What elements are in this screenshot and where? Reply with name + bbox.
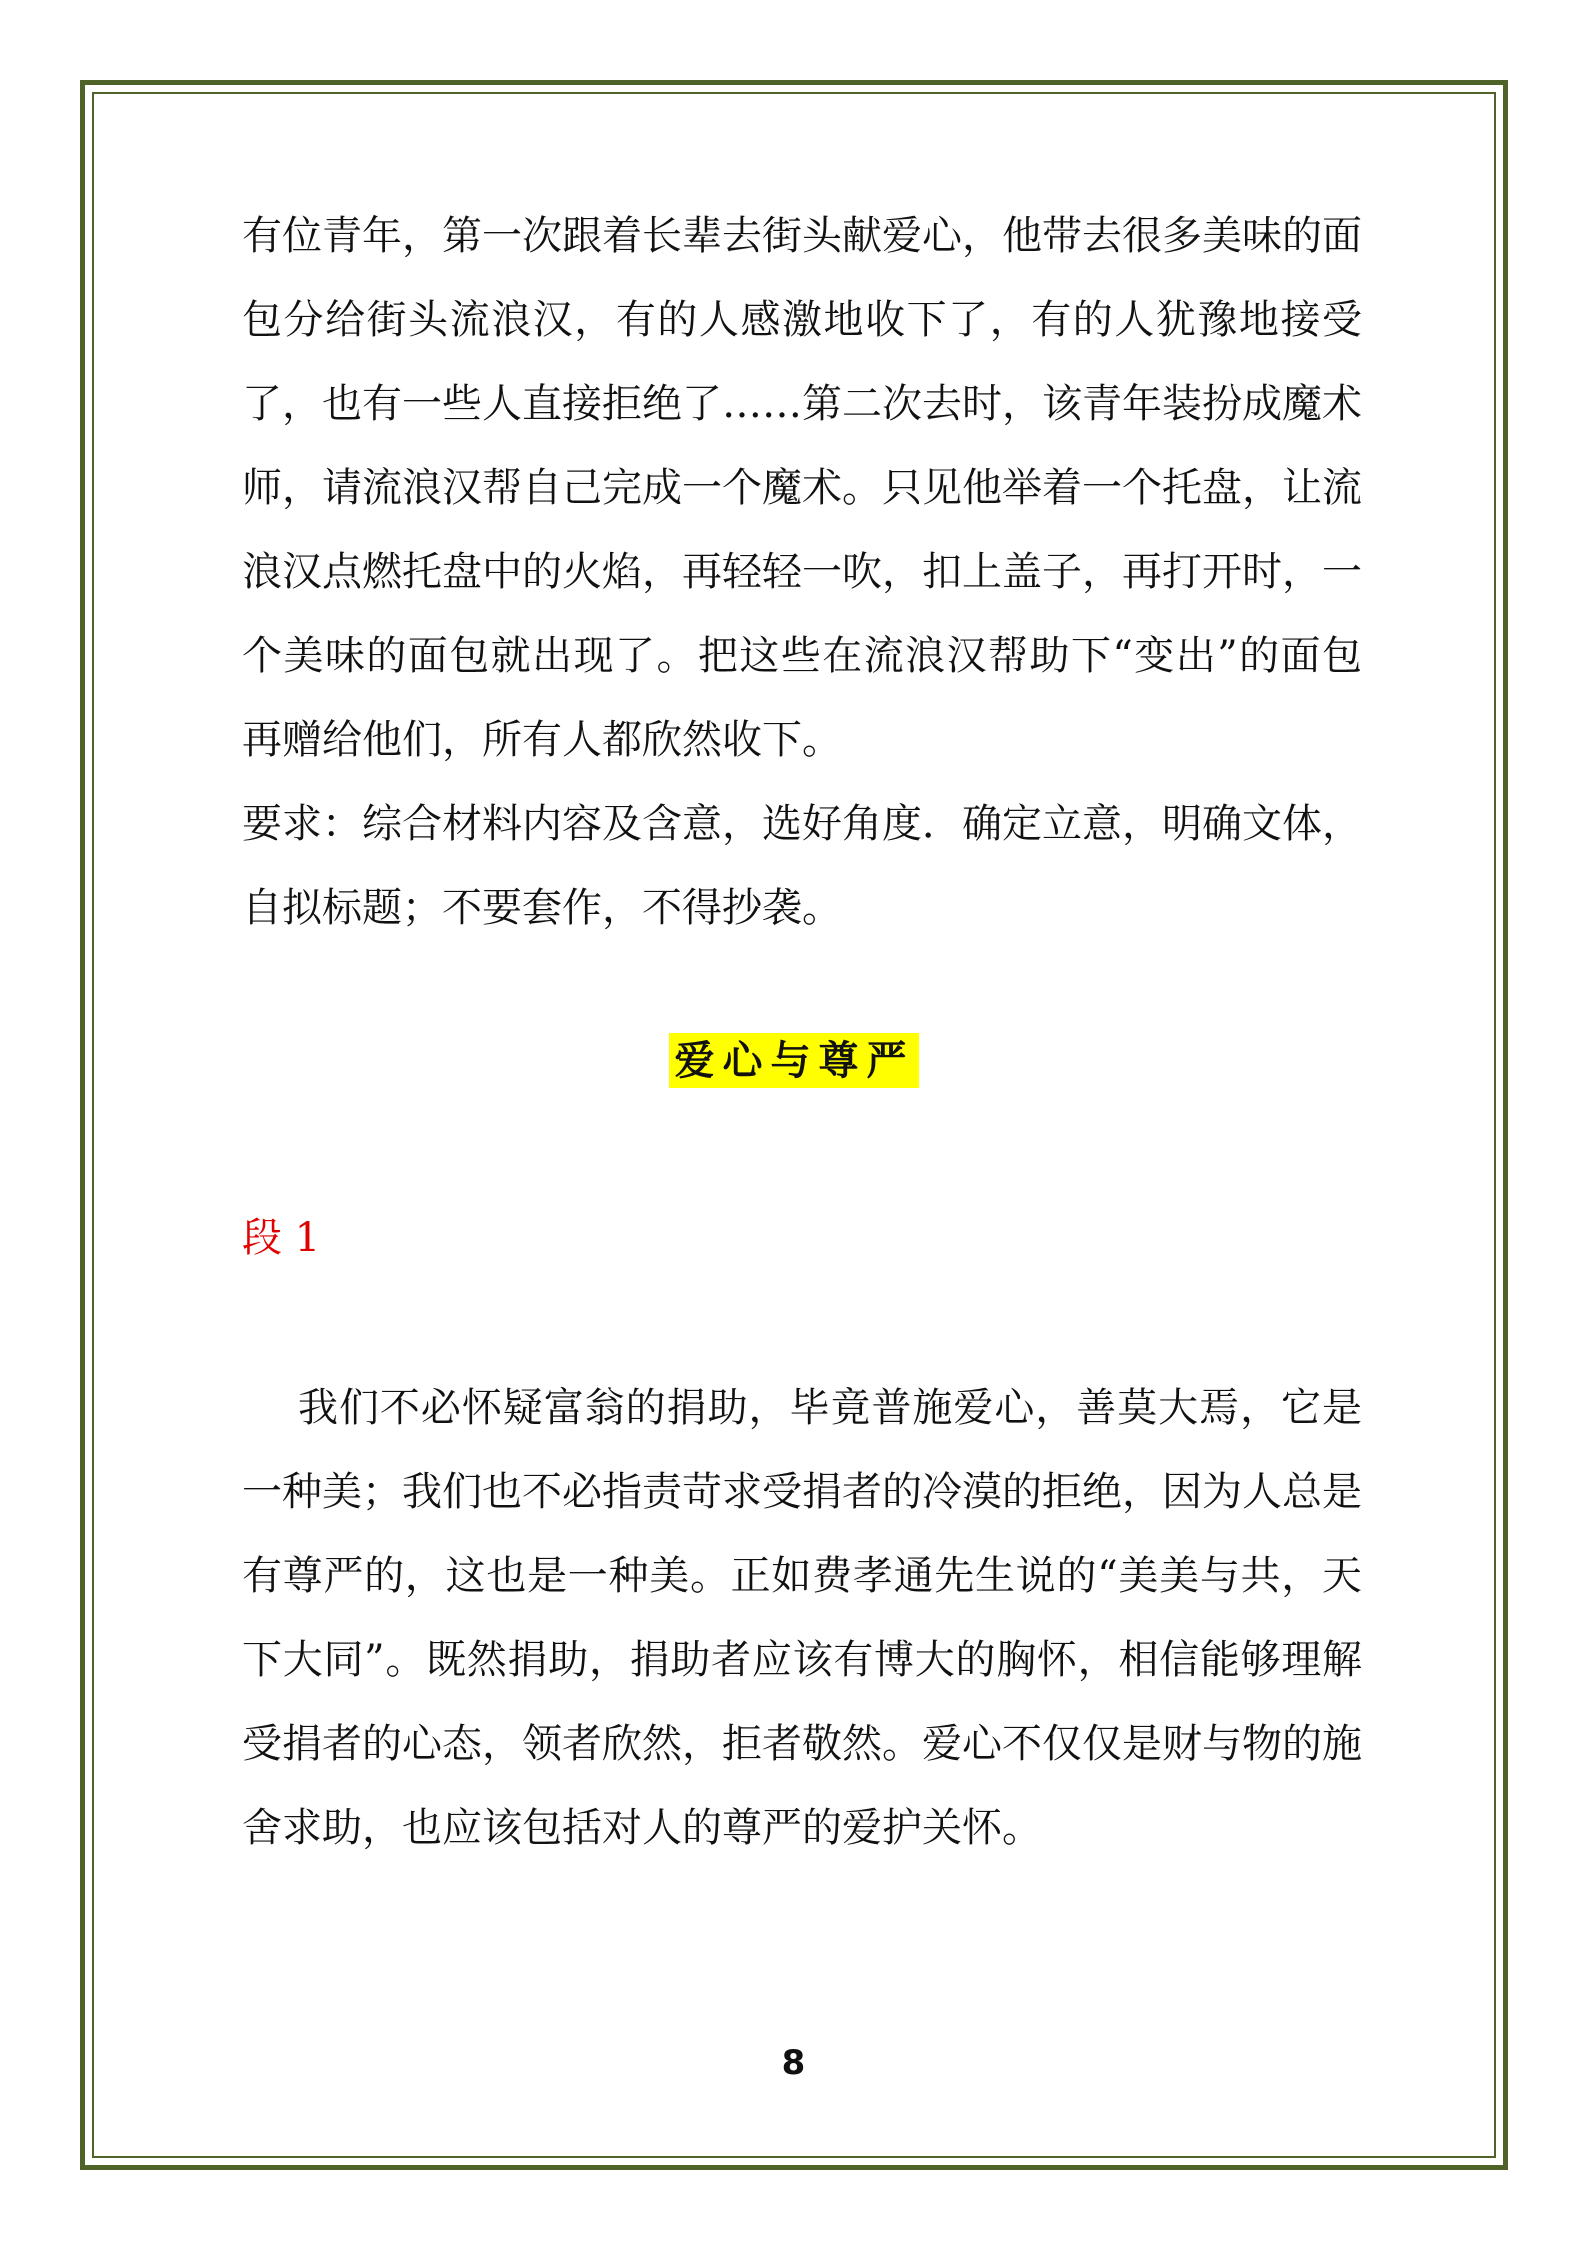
essay-title bbox=[0, 1031, 1587, 1091]
essay-paragraph: 我们不必怀疑富翁的捐助，毕竟普施爱心，善莫大焉，它是一种美；我们也不必指责苛求受捐者的冷漠的拒绝，因为人总是有尊严的，这也是一种美。正如费孝通先生说的“美美与共，天下大同”。既然捐助，捐助者应该有博大的胸怀，相信能够理解受捐者的心态，领者欣然，拒者敬然。爱心不仅仅是财与物的施舍求助，也应该包括对人的尊严的爱护关怀。 bbox=[242, 1385, 1362, 1851]
material-paragraph: 有位青年，第一次跟着长辈去街头献爱心，他带去很多美味的面包分给街头流浪汉，有的人感激地收下了，有的人犹豫地接受了，也有一些人直接拒绝了……第二次去时，该青年装扮成魔术师，请流浪汉帮自己完成一个魔术。只见他举着一个托盘，让流浪汉点燃托盘中的火焰，再轻轻一吹，扣上盖子，再打开时，一个美味的面包就出现了。把这些在流浪汉帮助下“变出”的面包再赠给他们，所有人都欣然收下。 bbox=[242, 213, 1362, 763]
requirement-paragraph: 要求：综合材料内容及含意，选好角度．确定立意，明确文体，自拟标题；不要套作，不得抄袭。 bbox=[242, 801, 1362, 931]
section-label: 段 1 bbox=[242, 1215, 321, 1261]
essay-title-highlight: 爱心与尊严 bbox=[669, 1033, 919, 1088]
page-number: 8 bbox=[781, 2043, 806, 2083]
